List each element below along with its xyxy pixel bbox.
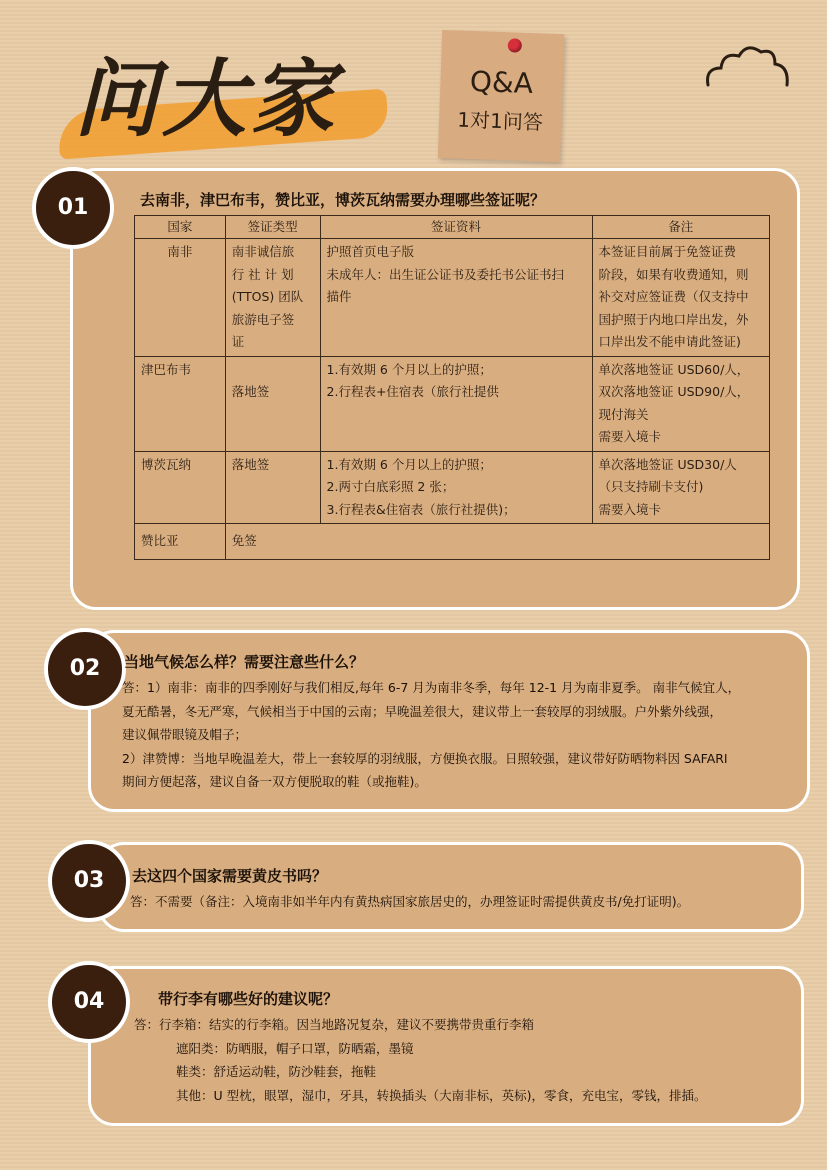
country-cell: 博茨瓦纳 bbox=[135, 451, 226, 524]
visa-type-cell bbox=[225, 356, 320, 451]
section-number-badge: 04 bbox=[48, 961, 130, 1043]
answer-line: 答：行李箱：结实的行李箱。因当地路况复杂，建议不要携带贵重行李箱 bbox=[134, 1017, 535, 1032]
cell-line: 国护照于内地口岸出发，外 bbox=[598, 311, 749, 327]
cell-line: 行 社 计 划 bbox=[231, 266, 294, 282]
cell-line: 2.行程表+住宿表（旅行社提供 bbox=[326, 384, 499, 399]
section-02-answer bbox=[122, 676, 802, 794]
cell-line: 单次落地签证 USD30/人 bbox=[598, 456, 737, 472]
cell-line: 现付海关 bbox=[598, 406, 649, 422]
cell-line: 阶段，如果有收费通知，则 bbox=[598, 266, 749, 282]
column-header: 国家 bbox=[135, 216, 226, 239]
cell-line: 双次落地签证 USD90/人， bbox=[598, 384, 750, 399]
visa-table bbox=[134, 215, 770, 560]
table-row bbox=[135, 451, 770, 524]
table-row bbox=[135, 356, 770, 451]
visa-type-cell bbox=[225, 451, 320, 524]
qa-sticky-note bbox=[438, 30, 564, 162]
table-row bbox=[135, 524, 770, 560]
cell-line: 2.两寸白底彩照 2 张； bbox=[326, 479, 455, 494]
cell-line: 单次落地签证 USD60/人， bbox=[598, 361, 750, 377]
answer-line: 期间方便起落，建议自备一双方便脱取的鞋（或拖鞋)。 bbox=[122, 774, 427, 789]
cell-line: (TTOS) 团队 bbox=[231, 289, 304, 304]
section-number-badge: 02 bbox=[44, 628, 126, 710]
country-cell: 赞比亚 bbox=[135, 524, 226, 560]
section-03-card bbox=[98, 842, 804, 932]
visa-notes-cell bbox=[592, 451, 770, 524]
page-title: 问大家 bbox=[74, 50, 339, 148]
cell-line: 补交对应签证费（仅支持中 bbox=[598, 289, 749, 304]
cell-line: 未成年人：出生证公证书及委托书公证书扫 bbox=[326, 266, 565, 282]
table-row bbox=[135, 239, 770, 357]
cloud-icon bbox=[703, 40, 793, 90]
table-header-row bbox=[135, 216, 770, 239]
cell-line: 护照首页电子版 bbox=[326, 244, 415, 259]
cell-line: 3.行程表&住宿表（旅行社提供)； bbox=[326, 501, 516, 517]
answer-line: 其他：U 型枕，眼罩，湿巾，牙具，转换插头（大南非标，英标)，零食，充电宝，零钱，排插。 bbox=[176, 1087, 707, 1103]
cell-line: （只支持刷卡支付) bbox=[598, 479, 704, 494]
cell-line: 1.有效期 6 个月以上的护照； bbox=[326, 361, 492, 377]
section-02-question: 当地气候怎么样？需要注意些什么？ bbox=[124, 653, 365, 671]
cell-line: 证 bbox=[231, 334, 245, 349]
section-number-badge: 03 bbox=[48, 840, 130, 922]
note-subtitle: 1对1问答 bbox=[457, 107, 544, 135]
visa-docs-cell bbox=[320, 239, 592, 357]
column-header: 签证类型 bbox=[225, 216, 320, 239]
cell-line: 1.有效期 6 个月以上的护照； bbox=[326, 456, 492, 472]
visa-notes-cell bbox=[592, 356, 770, 451]
section-04-question: 带行李有哪些好的建议呢？ bbox=[158, 990, 339, 1008]
column-header: 备注 bbox=[592, 216, 770, 239]
page-header bbox=[64, 22, 414, 148]
cell-line: 需要入境卡 bbox=[598, 429, 662, 444]
section-01-question: 去南非，津巴布韦，赞比亚，博茨瓦纳需要办理哪些签证呢？ bbox=[140, 191, 546, 209]
cell-line: 描件 bbox=[326, 289, 352, 304]
answer-line: 2）津赞博：当地早晚温差大，带上一套较厚的羽绒服，方便换衣服。日照较强，建议带好防晒物料因 SAFARI bbox=[122, 750, 728, 766]
answer-line: 鞋类：舒适运动鞋，防沙鞋套，拖鞋 bbox=[176, 1064, 377, 1079]
cell-line: 本签证目前属于免签证费 bbox=[598, 244, 737, 259]
visa-notes-cell bbox=[592, 239, 770, 357]
cell-line: 南非诚信旅 bbox=[231, 244, 295, 259]
answer-line: 建议佩带眼镜及帽子； bbox=[122, 727, 248, 742]
visa-type-cell: 免签 bbox=[225, 524, 769, 560]
visa-type-cell bbox=[225, 239, 320, 357]
visa-docs-cell bbox=[320, 451, 592, 524]
answer-line: 夏无酷暑，冬无严寒，气候相当于中国的云南；早晚温差很大，建议带上一套较厚的羽绒服。户外紫外线强， bbox=[122, 703, 723, 719]
section-03-question: 去这四个国家需要黄皮书吗？ bbox=[132, 867, 328, 885]
section-number-badge: 01 bbox=[32, 167, 114, 249]
cell-line: 需要入境卡 bbox=[598, 501, 662, 517]
country-cell: 津巴布韦 bbox=[135, 356, 226, 451]
note-title: Q&A bbox=[469, 64, 534, 101]
section-03-answer: 答：不需要（备注：入境南非如半年内有黄热病国家旅居史的，办理签证时需提供黄皮书/免打证明)。 bbox=[130, 894, 690, 909]
cell-line: 口岸出发不能申请此签证) bbox=[598, 334, 741, 349]
cell-line: 旅游电子签 bbox=[231, 311, 295, 327]
country-cell: 南非 bbox=[135, 239, 226, 357]
cell-line: 落地签 bbox=[231, 384, 270, 399]
pushpin-icon bbox=[508, 38, 522, 52]
column-header: 签证资料 bbox=[320, 216, 592, 239]
section-04-answer bbox=[134, 1013, 794, 1107]
cell-line: 落地签 bbox=[231, 456, 270, 472]
cell-line bbox=[232, 359, 314, 382]
answer-line: 答：1）南非：南非的四季刚好与我们相反,每年 6-7 月为南非冬季，每年 12-1 月为南非夏季。 南非气候宜人， bbox=[122, 680, 741, 695]
visa-docs-cell bbox=[320, 356, 592, 451]
answer-line: 遮阳类：防晒服，帽子口罩，防晒霜，墨镜 bbox=[176, 1040, 414, 1056]
